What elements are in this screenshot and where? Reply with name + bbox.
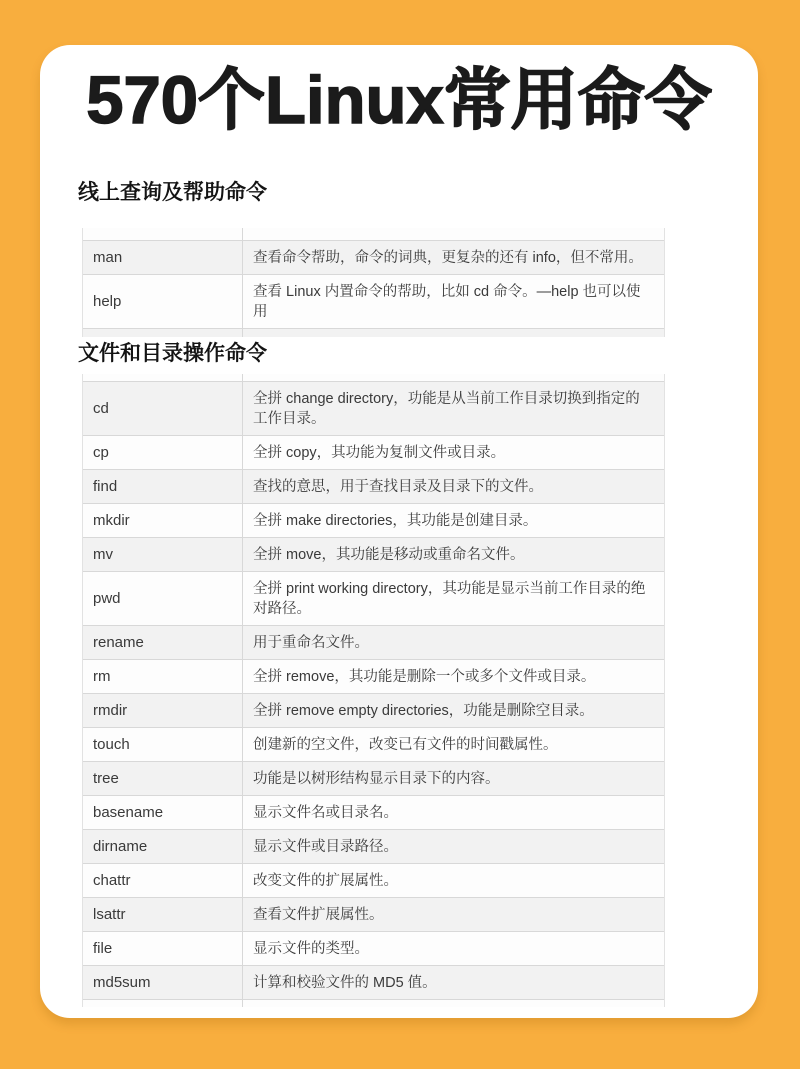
command-cell: md5sum bbox=[83, 966, 243, 999]
command-cell bbox=[83, 228, 243, 240]
command-cell: mv bbox=[83, 538, 243, 571]
description-cell bbox=[243, 1000, 664, 1007]
description-cell: 全拼 copy，其功能为复制文件或目录。 bbox=[253, 444, 506, 461]
description-cell: 全拼 remove，其功能是删除一个或多个文件或目录。 bbox=[253, 668, 596, 685]
command-cell: tree bbox=[83, 762, 243, 795]
command-cell: lsattr bbox=[83, 898, 243, 931]
description-cell: 查看文件扩展属性。 bbox=[253, 906, 384, 923]
command-cell: rm bbox=[83, 660, 243, 693]
table-row bbox=[83, 625, 664, 659]
table-row bbox=[83, 761, 664, 795]
table-row bbox=[83, 659, 664, 693]
table-row bbox=[83, 863, 664, 897]
description-cell: 创建新的空文件，改变已有文件的时间戳属性。 bbox=[253, 736, 558, 753]
description-cell: 用于重命名文件。 bbox=[253, 634, 369, 651]
description-cell: 全拼 remove empty directories，功能是删除空目录。 bbox=[253, 702, 594, 719]
section-heading-file-dir-commands: 文件和目录操作命令 bbox=[78, 342, 267, 365]
table-row bbox=[83, 965, 664, 999]
section-heading-help-commands: 线上查询及帮助命令 bbox=[78, 181, 267, 204]
description-cell: 改变文件的扩展属性。 bbox=[253, 872, 398, 889]
command-cell: pwd bbox=[83, 572, 243, 625]
table-row bbox=[83, 469, 664, 503]
description-cell: 功能是以树形结构显示目录下的内容。 bbox=[253, 770, 500, 787]
description-cell: 显示文件名或目录名。 bbox=[253, 804, 398, 821]
table-row bbox=[83, 931, 664, 965]
clipped-partial-row bbox=[83, 999, 664, 1007]
file-dir-commands-table bbox=[82, 374, 665, 1007]
command-cell: help bbox=[83, 275, 243, 328]
command-cell: man bbox=[83, 241, 243, 274]
description-cell: 全拼 change directory，功能是从当前工作目录切换到指定的工作目录。 bbox=[253, 390, 640, 427]
command-cell: find bbox=[83, 470, 243, 503]
table-row bbox=[83, 435, 664, 469]
command-cell bbox=[83, 374, 243, 381]
description-cell: 查找的意思，用于查找目录及目录下的文件。 bbox=[253, 478, 543, 495]
table-row bbox=[83, 897, 664, 931]
command-cell: mkdir bbox=[83, 504, 243, 537]
command-cell: chattr bbox=[83, 864, 243, 897]
command-cell: cp bbox=[83, 436, 243, 469]
command-cell: rename bbox=[83, 626, 243, 659]
page-title: 570个Linux常用命令 bbox=[86, 63, 712, 138]
command-cell: cd bbox=[83, 382, 243, 435]
table-row bbox=[83, 795, 664, 829]
command-cell: basename bbox=[83, 796, 243, 829]
command-cell bbox=[83, 329, 243, 337]
clipped-partial-row bbox=[83, 228, 664, 240]
description-cell bbox=[243, 374, 664, 381]
clipped-partial-row bbox=[83, 374, 664, 381]
clipped-partial-row bbox=[83, 328, 664, 337]
description-cell: 全拼 move，其功能是移动或重命名文件。 bbox=[253, 546, 525, 563]
command-cell: touch bbox=[83, 728, 243, 761]
description-cell: 显示文件或目录路径。 bbox=[253, 838, 398, 855]
command-cell: file bbox=[83, 932, 243, 965]
description-cell bbox=[243, 329, 664, 337]
table-row bbox=[83, 274, 664, 328]
content-panel bbox=[40, 45, 758, 1018]
command-cell: rmdir bbox=[83, 694, 243, 727]
description-cell: 显示文件的类型。 bbox=[253, 940, 369, 957]
command-cell: dirname bbox=[83, 830, 243, 863]
command-cell bbox=[83, 1000, 243, 1007]
table-row bbox=[83, 727, 664, 761]
table-row bbox=[83, 829, 664, 863]
table-row bbox=[83, 693, 664, 727]
help-commands-table bbox=[82, 228, 665, 337]
table-row bbox=[83, 503, 664, 537]
description-cell: 查看 Linux 内置命令的帮助，比如 cd 命令。—help 也可以使用 bbox=[253, 283, 641, 320]
table-row bbox=[83, 571, 664, 625]
description-cell: 全拼 print working directory，其功能是显示当前工作目录的绝对路径。 bbox=[253, 580, 646, 617]
table-row bbox=[83, 537, 664, 571]
description-cell: 计算和校验文件的 MD5 值。 bbox=[253, 974, 437, 991]
table-row bbox=[83, 381, 664, 435]
table-row bbox=[83, 240, 664, 274]
description-cell: 全拼 make directories，其功能是创建目录。 bbox=[253, 512, 538, 529]
description-cell bbox=[243, 228, 664, 240]
description-cell: 查看命令帮助，命令的词典，更复杂的还有 info，但不常用。 bbox=[253, 249, 643, 266]
